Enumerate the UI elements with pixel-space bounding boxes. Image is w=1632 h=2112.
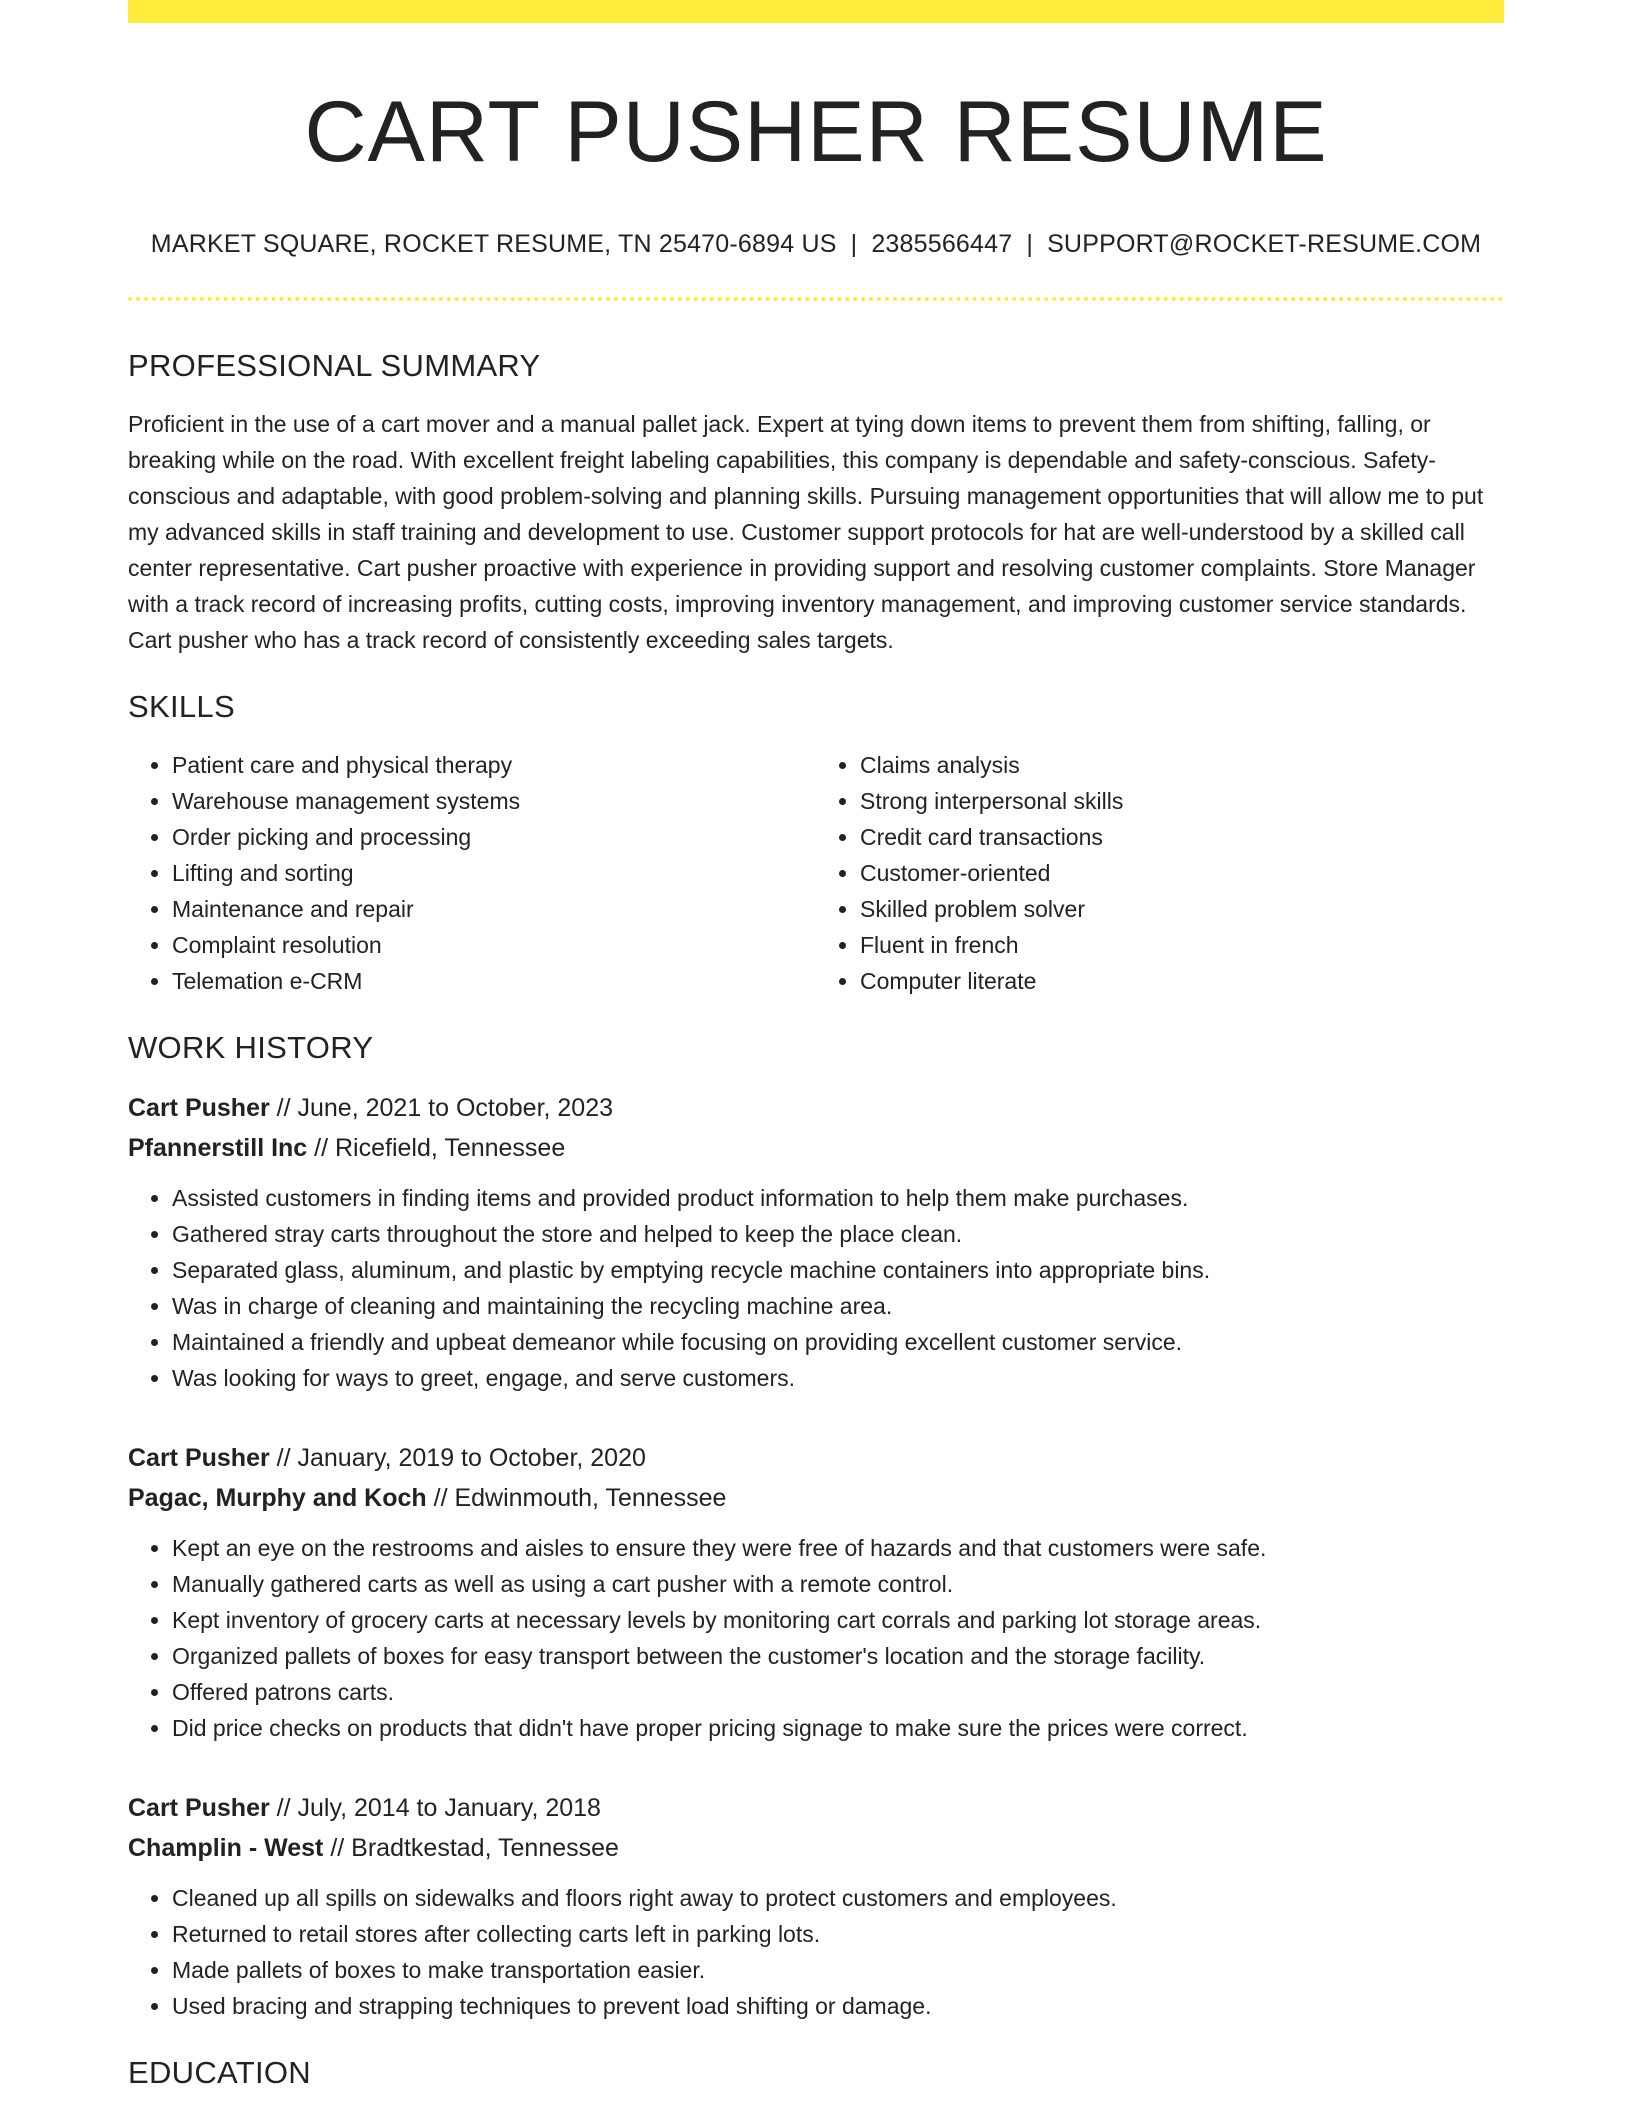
job-dates: // January, 2019 to October, 2020	[269, 1444, 646, 1473]
job-duty: • Made pallets of boxes to make transportation easier.	[172, 1952, 1504, 1988]
job-duty: • Kept an eye on the restrooms and aisles to ensure they were free of hazards and that customers were safe.	[172, 1530, 1504, 1566]
job-duty: • Manually gathered carts as well as using a cart pusher with a remote control.	[172, 1566, 1504, 1602]
contact-separator: |	[1026, 229, 1034, 258]
job-duty: • Returned to retail stores after collecting carts left in parking lots.	[172, 1916, 1504, 1952]
skills-column-left	[128, 747, 816, 999]
accent-top-bar	[128, 0, 1504, 23]
job-entry	[128, 1788, 1504, 2024]
skill-item: • Warehouse management systems	[172, 783, 816, 819]
section-title-skills: SKILLS	[128, 689, 235, 725]
skills-list	[128, 747, 1504, 999]
skill-item: • Maintenance and repair	[172, 891, 816, 927]
contact-address: MARKET SQUARE, ROCKET RESUME, TN 25470-6894 US	[150, 229, 837, 258]
contact-email: SUPPORT@ROCKET-RESUME.COM	[1047, 229, 1482, 258]
skill-item: • Fluent in french	[860, 927, 1504, 963]
job-duty: • Assisted customers in finding items and provided product information to help them make purchases.	[172, 1180, 1504, 1216]
skill-item: • Customer-oriented	[860, 855, 1504, 891]
skill-item: • Strong interpersonal skills	[860, 783, 1504, 819]
skill-item: • Claims analysis	[860, 747, 1504, 783]
job-company: Pfannerstill Inc	[128, 1134, 308, 1163]
job-entry	[128, 1438, 1504, 1746]
job-duty: • Separated glass, aluminum, and plastic by emptying recycle machine containers into appropriate bins.	[172, 1252, 1504, 1288]
job-role-line	[128, 1088, 1504, 1128]
job-company-line	[128, 1478, 1504, 1518]
job-location: // Ricefield, Tennessee	[307, 1134, 566, 1163]
skill-item: • Lifting and sorting	[172, 855, 816, 891]
section-title-summary: PROFESSIONAL SUMMARY	[128, 347, 541, 383]
job-company-line	[128, 1828, 1504, 1868]
job-duty: • Used bracing and strapping techniques to prevent load shifting or damage.	[172, 1988, 1504, 2024]
resume-title: CART PUSHER RESUME	[304, 84, 1328, 180]
job-dates: // June, 2021 to October, 2023	[269, 1094, 614, 1123]
contact-line	[128, 230, 1504, 259]
job-duty: • Organized pallets of boxes for easy transport between the customer's location and the storage facility.	[172, 1638, 1504, 1674]
skill-item: • Complaint resolution	[172, 927, 816, 963]
job-entry	[128, 1088, 1504, 1396]
section-title-education: EDUCATION	[128, 2055, 311, 2091]
job-location: // Bradtkestad, Tennessee	[323, 1834, 619, 1863]
skill-item: • Order picking and processing	[172, 819, 816, 855]
job-company-line	[128, 1128, 1504, 1168]
job-role-line	[128, 1438, 1504, 1478]
job-duty: • Kept inventory of grocery carts at necessary levels by monitoring cart corrals and parking lot storage areas.	[172, 1602, 1504, 1638]
dotted-divider	[128, 297, 1504, 301]
job-duties-list	[128, 1180, 1504, 1396]
job-dates: // July, 2014 to January, 2018	[269, 1794, 601, 1823]
job-role: Cart Pusher	[128, 1794, 270, 1823]
job-duties-list	[128, 1880, 1504, 2024]
skill-item: • Telemation e-CRM	[172, 963, 816, 999]
job-company: Pagac, Murphy and Koch	[128, 1484, 427, 1513]
job-duties-list	[128, 1530, 1504, 1746]
job-duty: • Maintained a friendly and upbeat demeanor while focusing on providing excellent customer service.	[172, 1324, 1504, 1360]
job-company: Champlin - West	[128, 1834, 324, 1863]
job-duty: • Was looking for ways to greet, engage, and serve customers.	[172, 1360, 1504, 1396]
contact-phone: 2385566447	[871, 229, 1013, 258]
skill-item: • Patient care and physical therapy	[172, 747, 816, 783]
job-role-line	[128, 1788, 1504, 1828]
job-duty: • Gathered stray carts throughout the store and helped to keep the place clean.	[172, 1216, 1504, 1252]
job-role: Cart Pusher	[128, 1444, 270, 1473]
skills-column-right	[816, 747, 1504, 999]
skill-item: • Credit card transactions	[860, 819, 1504, 855]
job-duty: • Cleaned up all spills on sidewalks and floors right away to protect customers and employees.	[172, 1880, 1504, 1916]
skill-item: • Computer literate	[860, 963, 1504, 999]
job-role: Cart Pusher	[128, 1094, 270, 1123]
skill-item: • Skilled problem solver	[860, 891, 1504, 927]
job-duty: • Did price checks on products that didn't have proper pricing signage to make sure the prices were correct.	[172, 1710, 1504, 1746]
summary-paragraph: Proficient in the use of a cart mover and a manual pallet jack. Expert at tying down items to prevent them from shifting, falling, or breaking while on the road. With excellent freight labeling capabilities, this company is dependable and safety-conscious. Safety-conscious and adaptable, with good problem-solving and planning skills. Pursuing management opportunities that will allow me to put my advanced skills in staff training and development to use. Customer support protocols for hat are well-understood by a skilled call center representative. Cart pusher proactive with experience in providing support and resolving customer complaints. Store Manager with a track record of increasing profits, cutting costs, improving inventory management, and improving customer service standards. Cart pusher who has a track record of consistently exceeding sales targets.	[128, 411, 1484, 654]
job-duty: • Was in charge of cleaning and maintaining the recycling machine area.	[172, 1288, 1504, 1324]
section-title-work-history: WORK HISTORY	[128, 1030, 374, 1066]
resume-page	[128, 0, 1504, 2092]
job-duty: • Offered patrons carts.	[172, 1674, 1504, 1710]
job-location: // Edwinmouth, Tennessee	[426, 1484, 727, 1513]
contact-separator: |	[850, 229, 858, 258]
